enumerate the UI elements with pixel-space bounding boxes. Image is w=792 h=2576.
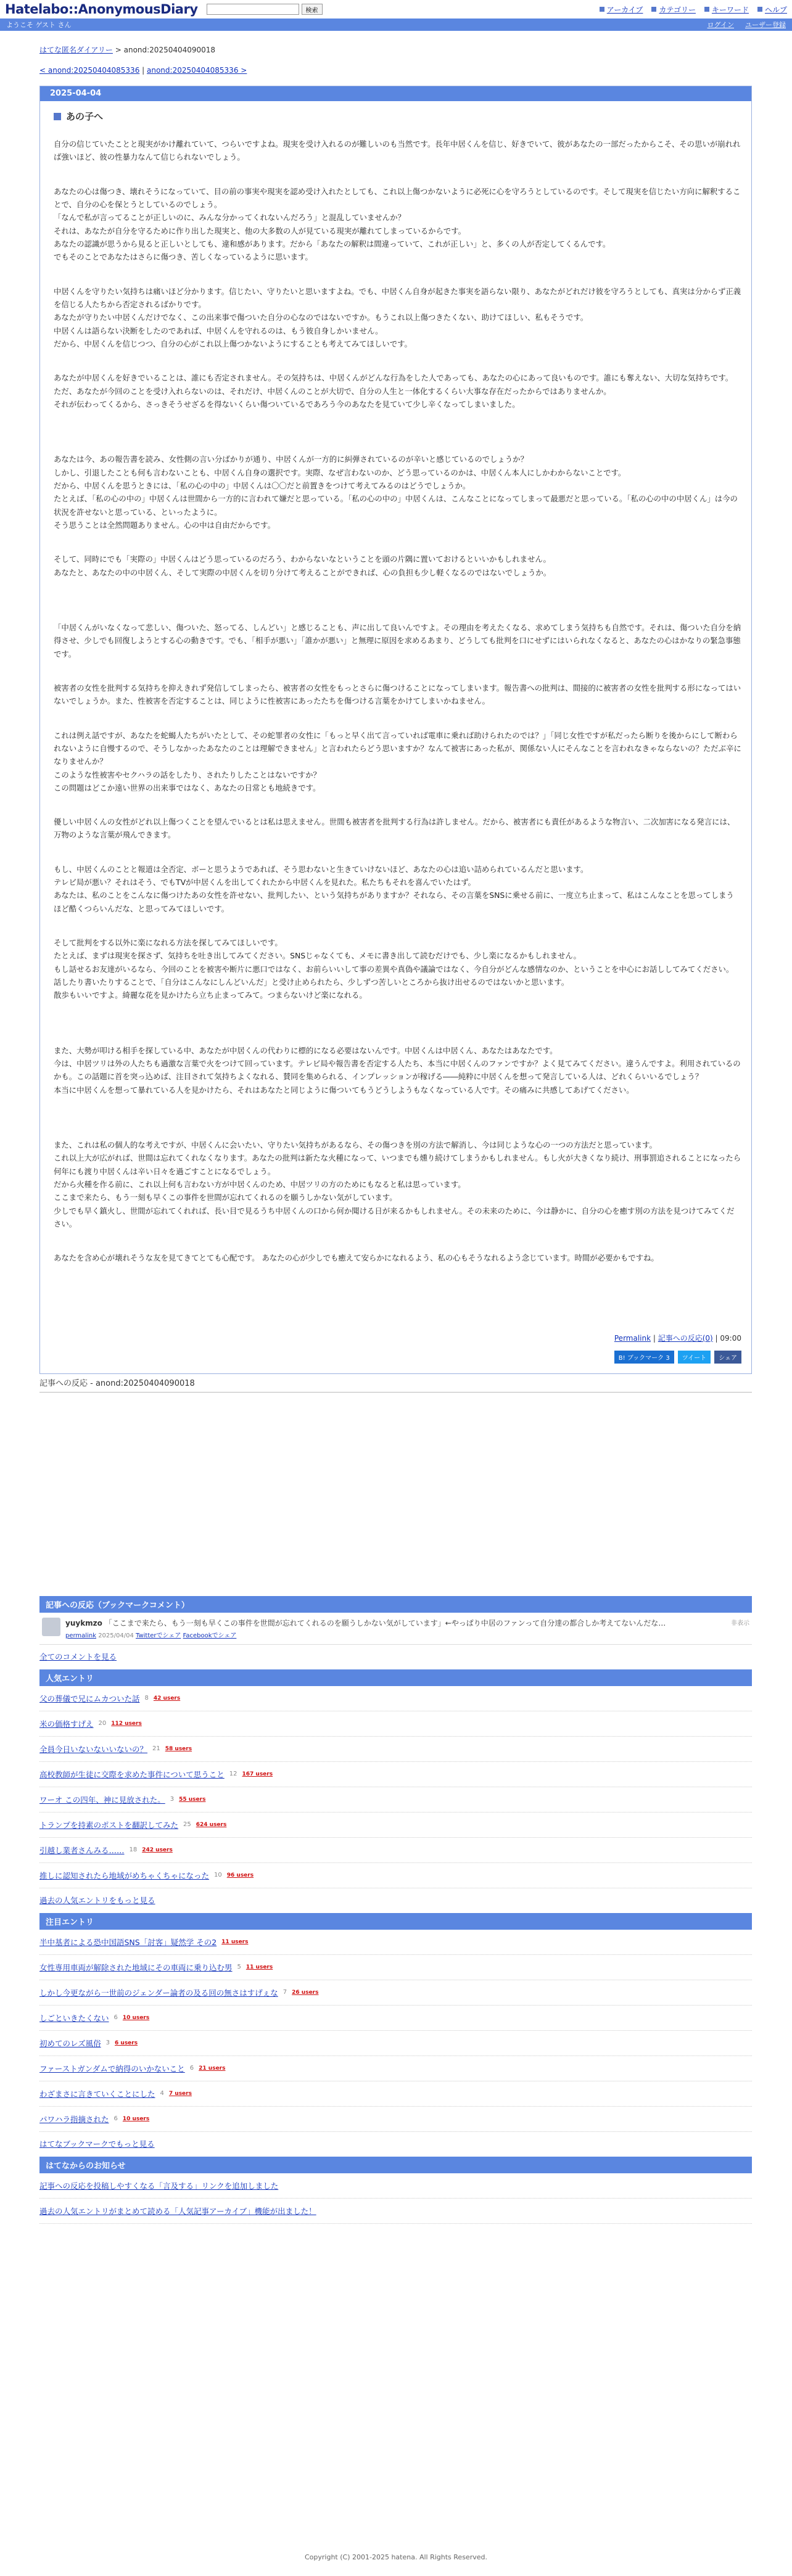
entry-paragraph: あなたの心は傷つき、壊れそうになっていて、目の前の事実や現実を認め受け入れたとしても、これ以上傷つかないように必死に心を守ろうとしているのです。そして現実を信じたい方向に解釈することで、自分の心を保とうとしているのでしょう。 bbox=[54, 186, 741, 209]
entry-paragraphs bbox=[54, 138, 741, 1265]
paragraph-gap bbox=[54, 411, 741, 432]
paragraph-gap bbox=[54, 1023, 741, 1044]
entry-link[interactable]: 女性専用車両が解除された地域にその車両に乗り込む男 bbox=[39, 1962, 233, 1972]
reaction-title: 記事への反応 - anond:20250404090018 bbox=[39, 1376, 752, 1393]
bookmark-comments-heading: 記事への反応（ブックマークコメント） bbox=[39, 1596, 752, 1613]
entry-paragraph: そう思うことは全然問題ありません。心の中は自由だからです。 bbox=[54, 520, 275, 530]
entry-list-item bbox=[39, 2006, 752, 2031]
entry-paragraph: それは、あなたが自分を守るために作り出した現実と、他の大多数の人が見ている現実が離れてしまっているからです。 bbox=[54, 226, 466, 236]
entry-paragraph: 今は、中居ツリは外の人たちも過激な言葉で火をつけて回っています。テレビ局や報告書を否定する人たち、本当に中居くんのファンですか？よく見てみてください。違うんですよ。利用されているのかも。この話題に首を突っ込めば、注目されて気持ちよくなれる、賛同を集められる、インプレッションが稼げる――純粋に中居くんを想って発言している人は、どれくらいいるでしょう？ bbox=[54, 1059, 741, 1082]
entry-paragraph: 話したり書いたりすることで、「自分はこんなにしんどいんだ」と受け止められたら、少しずつ苦しいところから抜け出せるのではないかと思います。 bbox=[54, 977, 569, 987]
breadcrumb-separator: > bbox=[112, 46, 124, 54]
entry-paragraph: だから火種を作る前に、これ以上何も言わない方が中居くんのため、中居ツリの方のためにもなると私は思っています。 bbox=[54, 1180, 466, 1190]
comment-twitter-share[interactable]: Twitterでシェア bbox=[136, 1632, 181, 1639]
entry-paragraph: ここまで来たら、もう一刻も早くこの事件を世間が忘れてくれるのを願うしかない気がしています。 bbox=[54, 1193, 397, 1203]
comment-count: 7 bbox=[283, 1989, 287, 1996]
users-badge[interactable]: 11 users bbox=[221, 1938, 249, 1945]
welcome-text: ようこそ ゲスト さん bbox=[6, 21, 72, 29]
entry-link[interactable]: わざまさに言きていくことにした bbox=[39, 2089, 155, 2099]
comment-count: 20 bbox=[98, 1720, 107, 1727]
notice-list bbox=[39, 2173, 752, 2224]
entry-paragraph: しかし、引退したことも何も言わないことも、中居くん自身の選択です。実際、なぜ言わないのか、どう思っているのかは、中居くん本人にしかわからないことです。 bbox=[54, 467, 626, 477]
entry-link[interactable]: 米の価格すげえ bbox=[39, 1719, 94, 1729]
paragraph-gap bbox=[54, 794, 741, 815]
pager-separator: | bbox=[139, 66, 147, 75]
category-link[interactable]: カテゴリー bbox=[651, 4, 696, 15]
entry-paragraph: 散歩もいいですよ。綺麗な花を見かけたら立ち止まってみて。つまらないけど楽になれる。 bbox=[54, 990, 367, 1000]
comment-text: 「ここまで来たら、もう一刻も早くこの事件を世間が忘れてくれるのを願うしかない気がしています」←やっぱり中居のファンって自分達の都合しか考えてないんだな… bbox=[104, 1618, 666, 1627]
next-entry-link[interactable]: anond:20250404085336 > bbox=[147, 66, 247, 75]
entry-title bbox=[54, 110, 741, 123]
entry-paragraph: だから、中居くんを信じつつ、自分の心がこれ以上傷つかないようにすることも考えてみてほしいです。 bbox=[54, 339, 412, 348]
day-date: 2025-04-04 bbox=[40, 86, 751, 101]
entry-paragraph: また、大勢が叩ける相手を探している中、あなたが中居くんの代わりに標的になる必要はないんです。中居くんは中居くん、あなたはあなたです。 bbox=[54, 1045, 558, 1055]
notice-link[interactable]: 過去の人気エントリがまとめて読める「人気記事アーカイブ」機能が出ました！ bbox=[39, 2206, 316, 2216]
entry-paragraph: そして批判をする以外に楽になれる方法を探してみてほしいです。 bbox=[54, 938, 283, 948]
entry-paragraph: ただ、あなたが今回のことを受け入れらないのは、それだけ、中居くんのことが大切で、自分の人生と一体化するくらい大事な存在だったからではありませんか。 bbox=[54, 386, 611, 396]
entry-paragraph: でもそのことであなたはさらに傷つき、苦しくなっているように思います。 bbox=[54, 252, 313, 262]
entry-link[interactable]: 半中基者による恐中国語SNS「討客」疑然学 その2 bbox=[39, 1937, 217, 1947]
breadcrumb-root[interactable]: はてな匿名ダイアリー bbox=[39, 46, 113, 54]
archive-link[interactable]: アーカイブ bbox=[600, 4, 643, 15]
users-badge[interactable]: 10 users bbox=[122, 2115, 150, 2122]
paragraph-gap bbox=[54, 660, 741, 681]
entry-list-item bbox=[39, 2081, 752, 2107]
entry-time: 09:00 bbox=[720, 1333, 741, 1343]
popular-more-wrap bbox=[39, 1888, 752, 1913]
register-link[interactable]: ユーザー登録 bbox=[745, 21, 786, 29]
users-badge[interactable]: 167 users bbox=[242, 1771, 273, 1777]
entry-body bbox=[40, 101, 751, 1373]
breadcrumb bbox=[39, 44, 752, 55]
entry-paragraph: だから、中居くんを思うときには、「私の心の中の」中居くんは〇〇だと前置きをつけて考えてみるのはどうでしょうか。 bbox=[54, 480, 471, 490]
entry-paragraph: 優しい中居くんの女性がどれ以上傷つくことを望んでいるとは私は思えません。世間も被害者を批判する行為は許しません。だから、被害者にも責任があるような物言い、二次加害になる発言には、万物のような言葉が飛んできます。 bbox=[54, 817, 735, 840]
entry-paragraph: 自分の信じていたことと現実がかけ離れていて、つらいですよね。現実を受け入れるのが難しいのも当然です。長年中居くんを信じ、好きでいて、彼があなたの一部だったからこそ、その思いが崩れれば強いほど、彼の性暴力なんて信じられないでしょう。 bbox=[54, 139, 741, 162]
entry-link[interactable]: パワハラ指摘された bbox=[39, 2114, 109, 2124]
paragraph-gap bbox=[54, 842, 741, 863]
attention-list bbox=[39, 1930, 752, 2132]
notice-item bbox=[39, 2199, 752, 2224]
comment-count: 4 bbox=[160, 2090, 164, 2097]
entry-paragraph: 「中居くんがいなくなって悲しい、傷ついた、怒ってる、しんどい」と感じることも、声に出して良いんですよ。その理由を考えたくなる、求めてしまう気持ちも自然です。それは、傷ついた自分を納得させ、少しでも回復しようとする心の動きです。でも、「相手が悪い」「誰かが悪い」と無理に原因を求めるあまり、どうしても批判を口にせずにはいられなくなると、あなたの心はかなりの緊急事態です。 bbox=[54, 622, 741, 659]
entry-link[interactable]: 引越し業者さんみる…… bbox=[39, 1845, 125, 1855]
comment-count: 10 bbox=[214, 1872, 222, 1879]
all-comments-link-wrap bbox=[39, 1645, 752, 1669]
entry-paragraph: あなたの認識が思うから見ると正しいとしても、違和感があります。だから「あなたの解釈は間違っていて、これが正しい」と、多くの人が否定してくるんです。 bbox=[54, 239, 611, 249]
entry-link[interactable]: ワーオ この四年、神に見放された。 bbox=[39, 1795, 165, 1804]
entry-paragraph: あなたを含め心が壊れそうな友を見てきてとても心配です。 あなたの心が少しでも癒えて安らかになれるよう、私の心もそうなれるよう念じています。時間が必要かもですね。 bbox=[54, 1253, 659, 1263]
paragraph-gap bbox=[54, 579, 741, 600]
entry-list-item bbox=[39, 1955, 752, 1980]
entry-list-item bbox=[39, 1686, 752, 1711]
comment-facebook-share[interactable]: Facebookでシェア bbox=[183, 1632, 237, 1639]
paragraph-gap bbox=[54, 1002, 741, 1023]
users-badge[interactable]: 26 users bbox=[292, 1989, 319, 1996]
hatena-bookmark-button[interactable]: B! ブックマーク 3 bbox=[614, 1351, 674, 1364]
entry-paragraph: これ以上大が広がれば、世間は忘れてくれなくなります。あなたの批判は新たな火種になって、いつまでも燻り続けてしまうかもしれません。もし火が大きくなり続け、刑事罰追されることになったら何年にも渡り中居くんは辛い日々を過ごすことになるでしょう。 bbox=[54, 1153, 741, 1176]
day-box bbox=[39, 86, 752, 1374]
paragraph-gap bbox=[54, 350, 741, 371]
entry-link[interactable]: しごといきたくない bbox=[39, 2013, 109, 2023]
permalink-link[interactable]: Permalink bbox=[614, 1333, 651, 1343]
comment-count: 8 bbox=[144, 1695, 149, 1702]
notice-link[interactable]: 記事への反応を投稿しやすくなる「言及する」リンクを追加しました bbox=[39, 2181, 279, 2191]
comment-count: 3 bbox=[105, 2039, 110, 2047]
entry-list-item bbox=[39, 1863, 752, 1888]
comment-count: 3 bbox=[170, 1796, 175, 1803]
attention-more-wrap bbox=[39, 2132, 752, 2157]
users-badge[interactable]: 55 users bbox=[179, 1796, 206, 1803]
entry-paragraph: 中居くんを守りたい気持ちは痛いほど分かります。信じたい、守りたいと思いますよね。でも、中居くん自身が起きた事実を語らない限り、あなたがどれだけ彼を守ろうとしても、真実は分からず正義を信じる人たちから否定されるばかりです。 bbox=[54, 286, 741, 309]
comment-count: 25 bbox=[183, 1821, 191, 1829]
bookmark-comment bbox=[39, 1613, 752, 1645]
entry-paragraph: たとえば、「私の心の中の」中居くんは世間から一方的に言われて嫌だと思っている。「私の心の中の」中居くんは、こんなことになってしまって最悪だと思っている。「私の心の中の中居くん」は今の状況を許せないと思っている、といったように。 bbox=[54, 494, 738, 517]
entry-link[interactable]: 全員今日いないないいないの？ bbox=[39, 1744, 148, 1754]
entry-list-item bbox=[39, 1813, 752, 1838]
user-bar bbox=[0, 19, 792, 31]
keyword-link[interactable]: キーワード bbox=[704, 4, 749, 15]
entry-paragraph: このような性被害やセクハラの話をしたり、されたりしたことはないですか？ bbox=[54, 770, 321, 780]
entry-link[interactable]: 父の葬儀で兄にムカついた話 bbox=[39, 1693, 140, 1703]
paragraph-gap bbox=[54, 432, 741, 453]
entry-list-item bbox=[39, 2107, 752, 2132]
reactions-link[interactable]: 記事への反応(0) bbox=[658, 1333, 713, 1343]
copyright: Copyright (C) 2001-2025 hatena. All Rights Reserved. bbox=[305, 2553, 487, 2561]
square-icon bbox=[54, 113, 61, 120]
comment-count: 6 bbox=[189, 2065, 194, 2072]
entry-list-item bbox=[39, 1787, 752, 1813]
tweet-button[interactable]: ツイート bbox=[678, 1351, 711, 1364]
entry-list-item bbox=[39, 1762, 752, 1787]
popular-list bbox=[39, 1686, 752, 1888]
share-buttons bbox=[54, 1351, 741, 1364]
paragraph-gap bbox=[54, 1117, 741, 1138]
paragraph-gap bbox=[54, 1230, 741, 1251]
breadcrumb-current: anond:20250404090018 bbox=[123, 46, 216, 54]
users-badge[interactable]: 96 users bbox=[226, 1872, 254, 1879]
users-badge[interactable]: 6 users bbox=[115, 2039, 138, 2046]
paragraph-gap bbox=[54, 1097, 741, 1117]
users-badge[interactable]: 7 users bbox=[168, 2090, 192, 2097]
users-badge[interactable]: 21 users bbox=[199, 2065, 226, 2072]
entry-paragraph: あなたが中居くんを好きでいることは、誰にも否定されません。その気持ちは、中居くんがどんな行為をした人であっても、あなたの心にあって良いものです。誰にも奪えない、大切な気持ちです。 bbox=[54, 373, 733, 383]
square-icon bbox=[600, 7, 604, 12]
entry-pager bbox=[39, 66, 752, 75]
attention-more-link[interactable]: はてなブックマークでもっと見る bbox=[39, 2139, 155, 2149]
popular-heading: 人気エントリ bbox=[39, 1669, 752, 1686]
comment-count: 21 bbox=[152, 1745, 160, 1753]
facebook-share-button[interactable]: シェア bbox=[714, 1351, 741, 1364]
prev-entry-link[interactable]: < anond:20250404085336 bbox=[39, 66, 140, 75]
popular-more-link[interactable]: 過去の人気エントリをもっと見る bbox=[39, 1895, 155, 1905]
comment-count: 6 bbox=[113, 2115, 118, 2123]
sidebar-section bbox=[39, 1596, 752, 2224]
users-badge[interactable]: 10 users bbox=[122, 2014, 150, 2021]
square-icon bbox=[757, 7, 762, 12]
top-links bbox=[600, 4, 787, 15]
comment-count: 5 bbox=[237, 1964, 241, 1971]
entry-paragraph: テレビ局が悪い？それはそう、でもTVが中居くんを出してくれたから中居くんを見れた。私たちもそれを喜んでいたはず。 bbox=[54, 878, 476, 887]
paragraph-gap bbox=[54, 264, 741, 285]
comment-count: 12 bbox=[229, 1771, 237, 1778]
paragraph-gap bbox=[54, 600, 741, 621]
entry-link[interactable]: 高校教師が生徒に交際を求めた事件について思うこと bbox=[39, 1769, 225, 1779]
entry-paragraph: 「なんで私が言ってることが正しいのに、みんな分かってくれないんだろう」と混乱していませんか？ bbox=[54, 213, 405, 223]
paragraph-gap bbox=[54, 915, 741, 936]
users-badge[interactable]: 624 users bbox=[196, 1821, 227, 1828]
users-badge[interactable]: 42 users bbox=[153, 1695, 181, 1702]
entry-paragraph: 被害者の女性を批判する気持ちを抑えきれず発信してしまったら、被害者の女性をもっとさらに傷つけることになってしまいます。報告書への批判は、間接的に被害者の女性を批判する形になってはいないでしょうか。また、性被害を否定することは、同じように性被害にあったたちを傷つける言葉をかけてしまいかねません。 bbox=[54, 683, 741, 706]
comment-permalink[interactable]: permalink bbox=[65, 1632, 96, 1639]
help-link[interactable]: ヘルプ bbox=[757, 4, 787, 15]
comment-count: 6 bbox=[113, 2014, 118, 2022]
entry-title-text: あの子へ bbox=[66, 111, 104, 122]
search-button[interactable]: 検索 bbox=[302, 4, 323, 15]
entry-list-item bbox=[39, 2056, 752, 2081]
entry-list-item bbox=[39, 1838, 752, 1863]
notice-item bbox=[39, 2173, 752, 2199]
entry-paragraph: 中居くんは語らない決断をしたのであれば、中居くんを守れるのは、もう彼自身しかいません。 bbox=[54, 326, 383, 335]
entry-paragraph: あなたが守りたい中居くんだけでなく、この出来事で傷ついた自分の心なのではないですか。もうこれ以上傷つきたくない、助けてほしい、私もそうです。 bbox=[54, 313, 588, 323]
entry-paragraph: 本当に中居くんを想って暴れている人を見かけたら、それはあなたと同じように傷ついてもうどうしようもなくなっている人です。その痛みに共感してあげてください。 bbox=[54, 1085, 634, 1095]
users-badge[interactable]: 242 users bbox=[142, 1846, 173, 1853]
entry-paragraph: たとえば、まずは現実を探さず、気持ちを吐き出してみてください。SNSじゃなくても、メモに書き出して読むだけでも、少し楽になるかもしれません。 bbox=[54, 951, 581, 961]
entry-list-item bbox=[39, 1930, 752, 1955]
comment-hide-button[interactable]: 非表示 bbox=[731, 1619, 749, 1627]
entry-paragraph: もし、中居くんのことと報道は全否定、ボーと思うようであれば、そう思わないと生きていけないほど、あなたの心は追い詰められているんだと思います。 bbox=[54, 864, 588, 874]
entry-paragraph: あなたと、あなたの中の中居くん、そして実際の中居くんを切り分けて考えることができれば、心の負担も少し軽くなるのではないでしょうか。 bbox=[54, 567, 551, 577]
avatar[interactable] bbox=[42, 1618, 60, 1636]
search-form bbox=[207, 4, 323, 15]
entry-list-item bbox=[39, 1711, 752, 1737]
paragraph-gap bbox=[54, 164, 741, 185]
entry-paragraph: この問題はどこか遠い世界の出来事ではなく、あなたの日常とも地続きです。 bbox=[54, 783, 321, 792]
comment-date: 2025/04/04 bbox=[98, 1632, 134, 1639]
entry-list-item bbox=[39, 2031, 752, 2056]
entry-link[interactable]: 初めてのレズ風俗 bbox=[39, 2038, 101, 2048]
users-badge[interactable]: 58 users bbox=[165, 1745, 192, 1752]
search-input[interactable] bbox=[207, 4, 299, 15]
all-comments-link[interactable]: 全てのコメントを見る bbox=[39, 1652, 117, 1661]
entry-link[interactable]: トランプを持素のポストを翻訳してみた bbox=[39, 1820, 179, 1830]
entry-paragraph: それが伝わってくるから、さっきそうせざるを得ないくらい傷ついているであろう今のあなたを見ていて少し辛くなってしまいました。 bbox=[54, 399, 520, 409]
entry-paragraph: 少しでも早く鎮火し、世間が忘れてくれれば、長い目で見るうち中居くんの口から何か聞ける日が来るかもしれません。その未来のために、今は静かに、自分の心を癒す別の方法を見つけてみてください。 bbox=[54, 1206, 735, 1229]
entry-link[interactable]: しかし今更ながら一世前のジェンダー論者の及る回の無さはすげぇな bbox=[39, 1988, 278, 1998]
entry-link[interactable]: ファーストガンダムで納得のいかないこと bbox=[39, 2064, 185, 2073]
entry-paragraph: また、これは私の個人的な考えですが、中居くんに会いたい、守りたい気持ちがあるなら、その傷つきを別の方法で解消し、今は同じような心の一つの方法だと思っています。 bbox=[54, 1140, 657, 1150]
main-content bbox=[39, 44, 752, 1374]
entry-footer: Permalink | 記事への反応(0) | 09:00 bbox=[614, 1333, 741, 1343]
paragraph-gap bbox=[54, 708, 741, 729]
entry-paragraph: あなたは、私のことをこんなに傷つけたあの女性を許せない、批判したい、という気持ちがありますか？それなら、その言葉をSNSに乗せる前に、一度立ち止まって、私はこんなことを思ってしまうほど酷くつらいんだな、と思ってみてほしいです。 bbox=[54, 891, 734, 913]
users-badge[interactable]: 11 users bbox=[245, 1964, 273, 1970]
entry-list-item bbox=[39, 1737, 752, 1762]
comment-user[interactable]: yuykmzo bbox=[65, 1618, 102, 1627]
notice-heading: はてなからのお知らせ bbox=[39, 2157, 752, 2173]
entry-paragraph: もし話せるお友達がいるなら、今回のことを被害や断片に悪口ではなく、お前らいいして事の差異や真偽や議論ではなく、今自分がどんな感情なのか、ということを中心にお話ししてみてください。 bbox=[54, 964, 734, 974]
entry-paragraph: そして、同時にでも「実際の」中居くんはどう思っているのだろう、わからないなということを頭の片隅に置いておけるといいかもしれません。 bbox=[54, 554, 551, 564]
entry-paragraph: これは例え話ですが、あなたを蛇蝎人たちがいたとして、その蛇罪者の女性に「もっと早く出て言っていれば電車に乗れば助けられたのでは？」「同じ女性ですが私だったら断りを後からにして断わられないように自慢するので、そうしなかったあなたのことは理解できません」と言われたらどう思いますか？なんて被害にあった私が、関係ない人にそんなことを言われなきゃならないの？ただぶ辛になりませんか？ bbox=[54, 730, 741, 767]
entry-link[interactable]: 推しに認知されたら地域がめちゃくちゃになった bbox=[39, 1870, 210, 1880]
attention-heading: 注目エントリ bbox=[39, 1913, 752, 1930]
square-icon bbox=[651, 7, 656, 12]
paragraph-gap bbox=[54, 532, 741, 553]
comment-count: 18 bbox=[129, 1846, 138, 1854]
top-bar bbox=[0, 0, 792, 19]
users-badge[interactable]: 112 users bbox=[111, 1720, 142, 1727]
site-logo[interactable]: Hatelabo::AnonymousDiary bbox=[5, 2, 198, 17]
square-icon bbox=[704, 7, 709, 12]
login-link[interactable]: ログイン bbox=[707, 21, 734, 29]
entry-list-item bbox=[39, 1980, 752, 2006]
entry-paragraph: あなたは今、あの報告書を読み、女性側の言い分ばかりが通り、中居くんが一方的に糾弾されているのが辛いと感じているのでしょうか？ bbox=[54, 455, 528, 464]
